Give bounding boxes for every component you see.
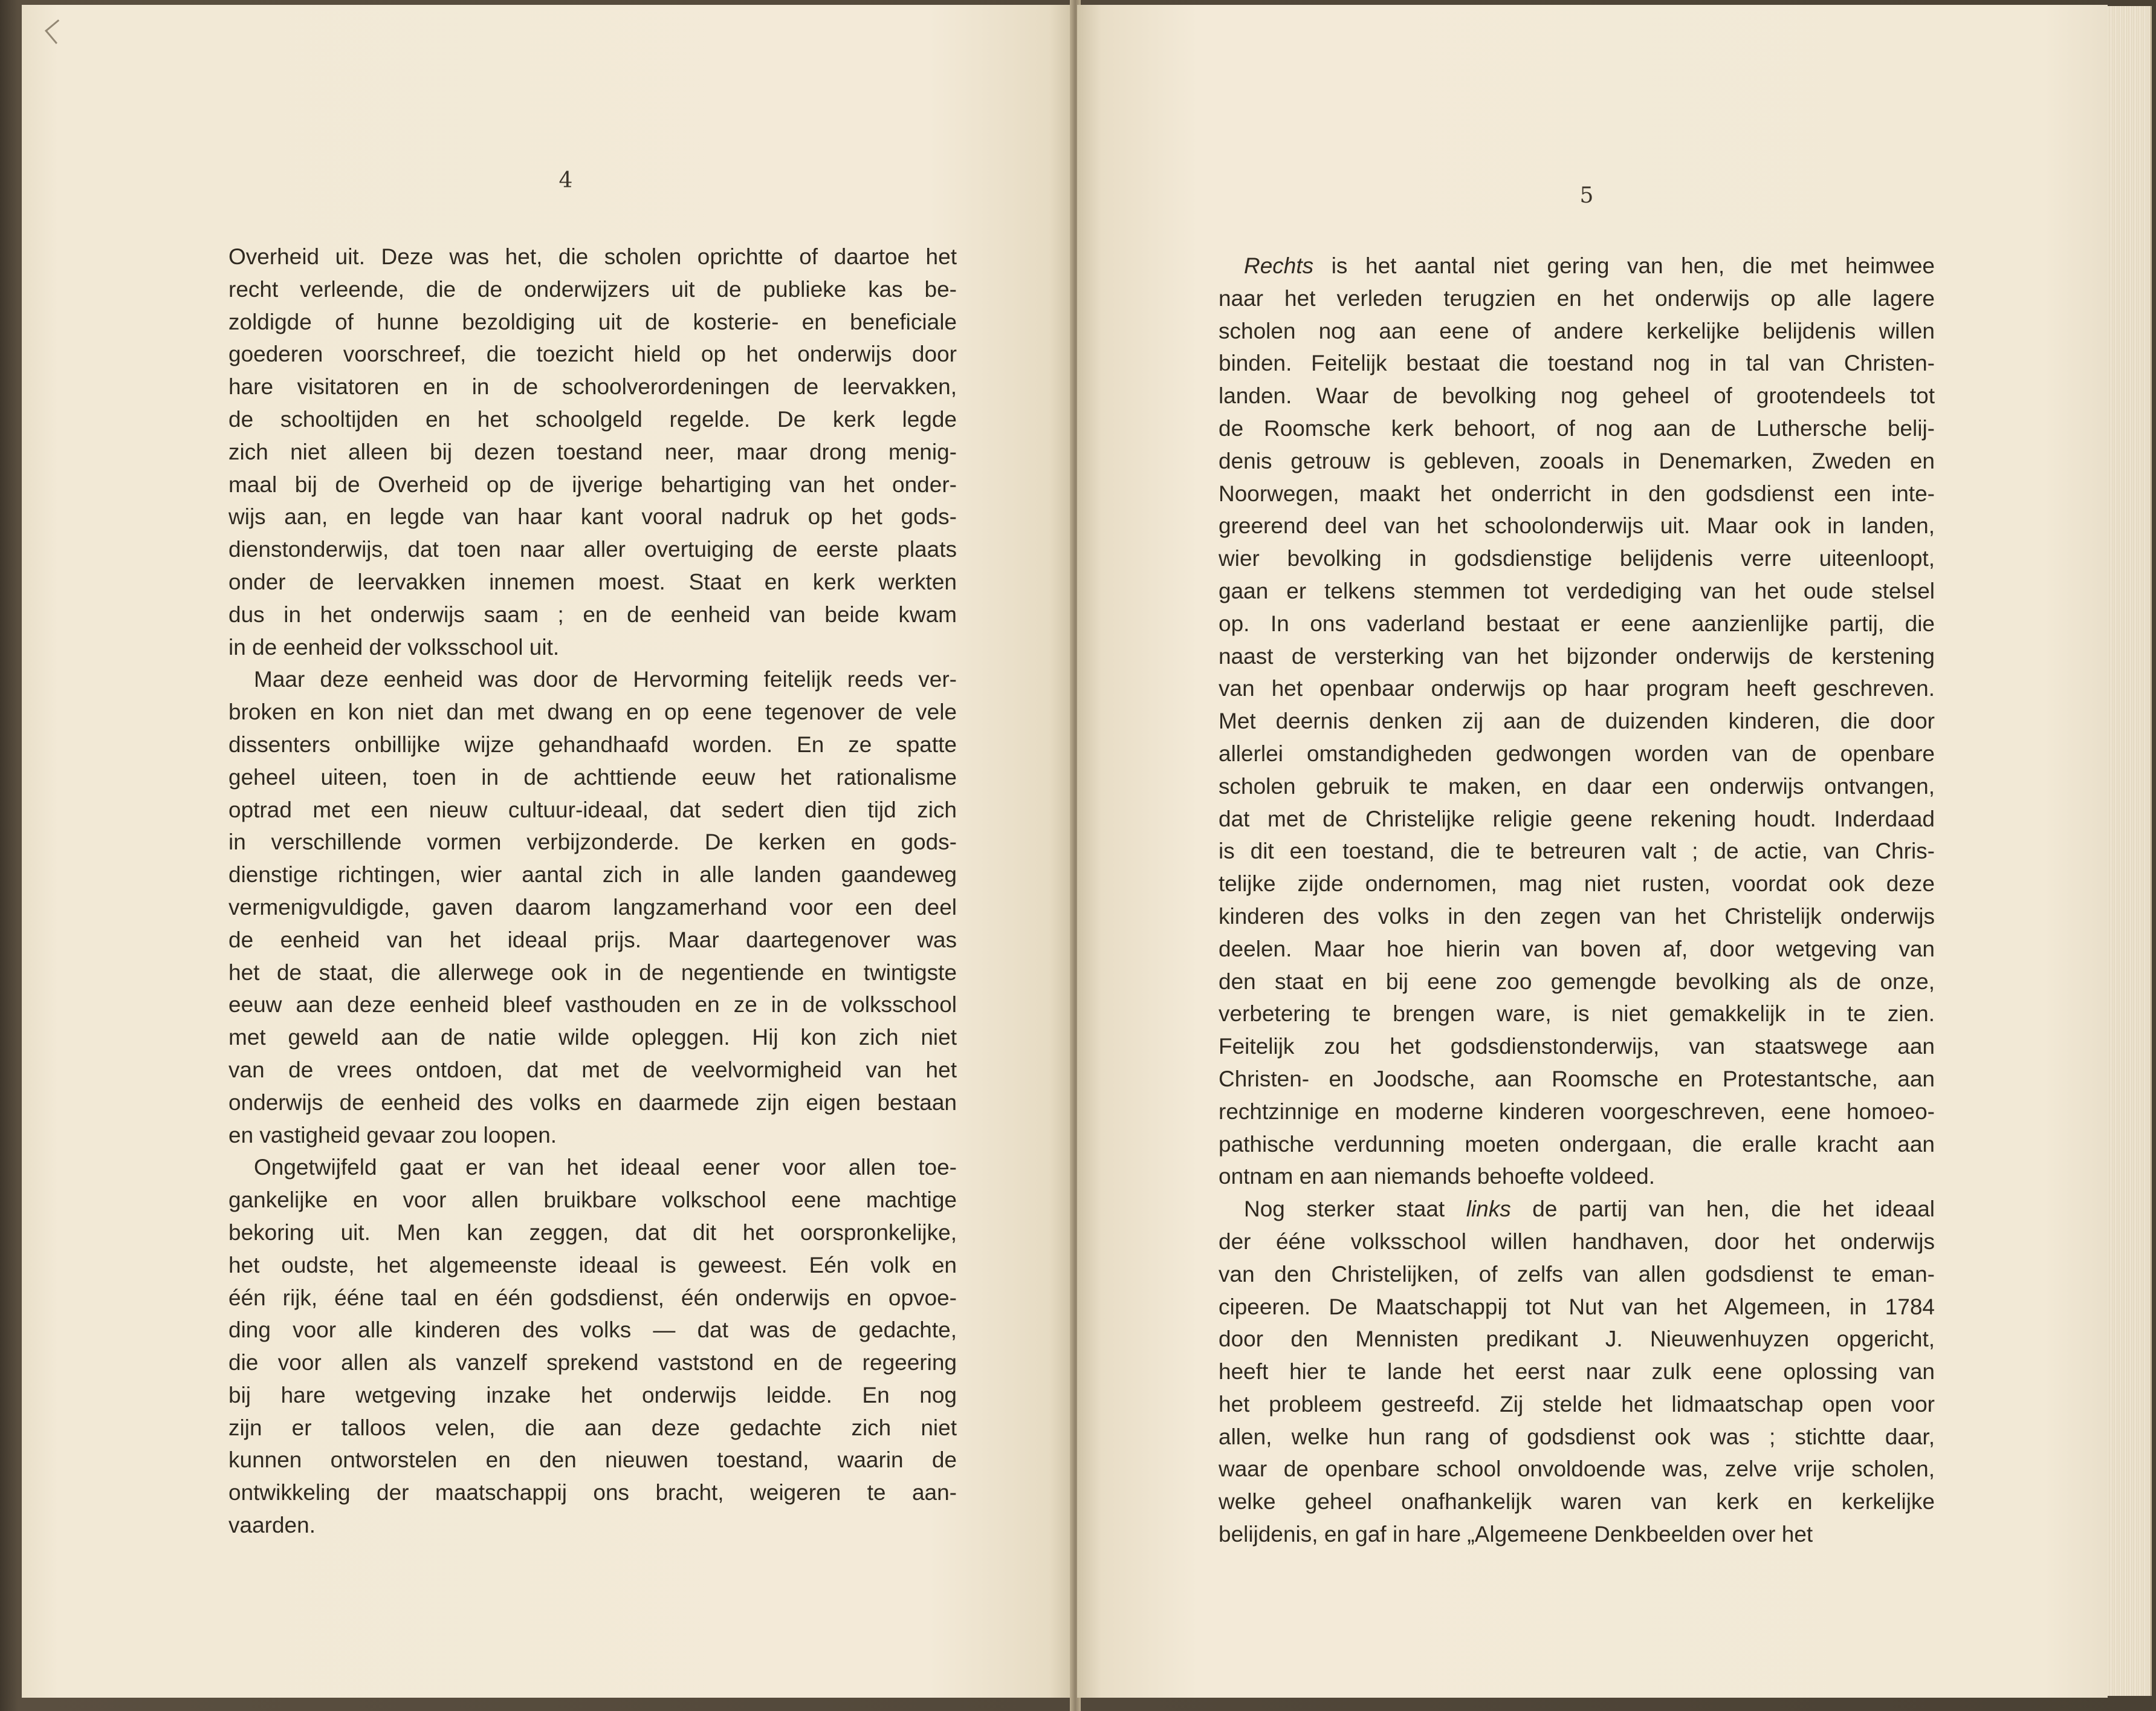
text-line: pathische verdunning moeten ondergaan, die eralle kracht aan	[1219, 1131, 1935, 1157]
left-page-number: 4	[558, 168, 573, 193]
text-line: verbetering te brengen ware, is niet gemakkelijk in te zien.	[1219, 1001, 1935, 1027]
text-line: zijn er talloos velen, die aan deze gedachte zich niet	[228, 1415, 957, 1440]
text-line: scholen nog aan eene of andere kerkelijke belijdenis willen	[1219, 318, 1935, 343]
text-line: bekoring uit. Men kan zeggen, dat dit het oorspronkelijke,	[228, 1219, 957, 1245]
text-line: van de vrees ontdoen, dat met de veelvormigheid van het	[228, 1057, 957, 1082]
text-line: bij hare wetgeving inzake het onderwijs leidde. En nog	[228, 1382, 957, 1407]
text-line: het de staat, die allerwege ook in de negentiende en twintigste	[228, 959, 957, 985]
text-line: allerlei omstandigheden gedwongen worden van de openbare	[1219, 741, 1935, 766]
text-line: optrad met een nieuw cultuur-ideaal, dat sedert dien tijd zich	[228, 797, 957, 822]
text-line: de eenheid van het ideaal prijs. Maar daartegenover was	[228, 927, 957, 952]
text-line: is dit een toestand, die te betreuren valt ; de actie, van Chris-	[1219, 839, 1935, 864]
text-line: wier bevolking in godsdienstige belijdenis verre uiteenloopt,	[1219, 546, 1935, 571]
text-line: heeft hier te lande het eerst naar zulk eene oplossing van	[1219, 1359, 1935, 1385]
text-line: dissenters onbillijke wijze gehandhaafd worden. En ze spatte	[228, 732, 957, 757]
text-line: Nog sterker staat links de partij van hen, die het ideaal	[1244, 1196, 1935, 1222]
text-line: ontwikkeling der maatschappij ons bracht, weigeren te aan-	[228, 1480, 957, 1505]
text-line: onder de leervakken innemen moest. Staat en kerk werkten	[228, 569, 957, 594]
text-line: vermenigvuldigde, gaven daarom langzamerhand voor een deel	[228, 894, 957, 920]
text-line: van het openbaar onderwijs op haar program heeft geschreven.	[1219, 676, 1935, 701]
text-line: greerend deel van het schoolonderwijs uit. Maar ook in landen,	[1219, 513, 1935, 539]
text-line: allen, welke hun rang of godsdienst ook was ; stichtte daar,	[1219, 1424, 1935, 1449]
text-line: deelen. Maar hoe hierin van boven af, door wetgeving van	[1219, 936, 1935, 961]
text-line: binden. Feitelijk bestaat die toestand nog in tal van Christen-	[1219, 351, 1935, 376]
text-line: Met deernis denken zij aan de duizenden kinderen, die door	[1219, 709, 1935, 734]
text-line: Overheid uit. Deze was het, die scholen oprichtte of daartoe het	[228, 244, 957, 269]
text-line: ding voor alle kinderen des volks — dat was de gedachte,	[228, 1317, 957, 1343]
text-line: eeuw aan deze eenheid bleef vasthouden en ze in de volksschool	[228, 992, 957, 1018]
left-page-text	[228, 241, 957, 1542]
text-line: in de eenheid der volksschool uit.	[228, 634, 560, 660]
text-line: rechtzinnige en moderne kinderen voorgeschreven, eene homoeo-	[1219, 1099, 1935, 1124]
text-line: Feitelijk zou het godsdienstonderwijs, van staatswege aan	[1219, 1034, 1935, 1059]
corner-mark-icon	[45, 19, 70, 44]
text-line: zoldigde of hunne bezoldiging uit de kosterie- en beneficiale	[228, 309, 957, 334]
text-line: Ongetwijfeld gaat er van het ideaal eener voor allen toe-	[254, 1155, 957, 1180]
text-line: in verschillende vormen verbijzonderde. De kerken en gods-	[228, 830, 957, 855]
text-line: het probleem gestreefd. Zij stelde het lidmaatschap open voor	[1219, 1391, 1935, 1417]
text-line: naast de versterking van het bijzonder onderwijs de kerstening	[1219, 643, 1935, 669]
text-line: Rechts is het aantal niet gering van hen, die met heimwee	[1244, 253, 1935, 278]
text-line: cipeeren. De Maatschappij tot Nut van het Algemeen, in 1784	[1219, 1294, 1935, 1319]
text-line: de schooltijden en het schoolgeld regelde. De kerk legde	[228, 406, 957, 432]
text-line: op. In ons vaderland bestaat er eene aanzienlijke partij, die	[1219, 611, 1935, 636]
right-page-number: 5	[1579, 183, 1594, 208]
left-page	[22, 5, 1073, 1698]
text-line: gankelijke en voor allen bruikbare volkschool eene machtige	[228, 1187, 957, 1213]
right-page-text	[1219, 250, 1935, 1551]
text-line: één rijk, ééne taal en één godsdienst, één onderwijs en opvoe-	[228, 1285, 957, 1310]
text-line: denis getrouw is gebleven, zooals in Denemarken, Zweden en	[1219, 448, 1935, 473]
text-line: onderwijs de eenheid des volks en daarmede zijn eigen bestaan	[228, 1089, 957, 1115]
text-line: zich niet alleen bij dezen toestand neer, maar drong menig-	[228, 439, 957, 464]
text-line: hare visitatoren en in de schoolverordeningen de leervakken,	[228, 374, 957, 400]
text-line: broken en kon niet dan met dwang en op eene tegenover de vele	[228, 700, 957, 725]
text-line: Maar deze eenheid was door de Hervorming feitelijk reeds ver-	[254, 667, 957, 692]
text-line: der ééne volksschool willen handhaven, door het onderwijs	[1219, 1229, 1935, 1254]
text-line: geheel uiteen, toen in de achttiende eeuw het rationalisme	[228, 764, 957, 790]
text-line: belijdenis, en gaf in hare „Algemeene Denkbeelden over het	[1219, 1522, 1813, 1547]
text-line: met geweld aan de natie wilde opleggen. Hij kon zich niet	[228, 1025, 957, 1050]
text-line: naar het verleden terugzien en het onderwijs op alle lagere	[1219, 285, 1935, 311]
text-line: recht verleende, die de onderwijzers uit de publieke kas be-	[228, 276, 957, 302]
text-line: den staat en bij eene zoo gemengde bevolking als de onze,	[1219, 969, 1935, 994]
text-line: gaan er telkens stemmen tot verdediging van het oude stelsel	[1219, 578, 1935, 603]
text-line: het oudste, het algemeenste ideaal is geweest. Eén volk en	[228, 1252, 957, 1278]
text-line: maal bij de Overheid op de ijverige behartiging van het onder-	[228, 472, 957, 497]
text-line: scholen gebruik te maken, en daar een onderwijs ontvangen,	[1219, 773, 1935, 799]
text-line: van den Christelijken, of zelfs van allen godsdienst te eman-	[1219, 1261, 1935, 1287]
text-line: vaarden.	[228, 1513, 316, 1538]
text-line: Christen- en Joodsche, aan Roomsche en Protestantsche, aan	[1219, 1066, 1935, 1091]
text-line: dat met de Christelijke religie geene rekening houdt. Inderdaad	[1219, 806, 1935, 831]
text-line: telijke zijde ondernomen, mag niet rusten, voordat ook deze	[1219, 871, 1935, 897]
text-line: kinderen des volks in den zegen van het Christelijk onderwijs	[1219, 903, 1935, 929]
text-line: wijs aan, en legde van haar kant vooral nadruk op het gods-	[228, 504, 957, 530]
text-line: landen. Waar de bevolking nog geheel of grootendeels tot	[1219, 383, 1935, 409]
text-line: kunnen ontworstelen en den nieuwen toestand, waarin de	[228, 1447, 957, 1473]
text-line: dienstonderwijs, dat toen naar aller overtuiging de eerste plaats	[228, 537, 957, 562]
text-line: waar de openbare school onvoldoende was, zelve vrije scholen,	[1219, 1456, 1935, 1482]
text-line: Noorwegen, maakt het onderricht in den godsdienst een inte-	[1219, 481, 1935, 506]
text-line: ontnam en aan niemands behoefte voldeed.	[1219, 1164, 1656, 1189]
text-line: goederen voorschreef, die toezicht hield op het onderwijs door	[228, 342, 957, 367]
text-line: en vastigheid gevaar zou loopen.	[228, 1122, 557, 1148]
text-line: door den Mennisten predikant J. Nieuwenhuyzen opgericht,	[1219, 1326, 1935, 1352]
text-line: de Roomsche kerk behoort, of nog aan de Luthersche belij-	[1219, 415, 1935, 441]
text-line: welke geheel onafhankelijk waren van kerk en kerkelijke	[1219, 1489, 1935, 1515]
text-line: dus in het onderwijs saam ; en de eenheid van beide kwam	[228, 602, 957, 627]
page-edges	[2108, 6, 2152, 1696]
text-line: die voor allen als vanzelf sprekend vaststond en de regeering	[228, 1350, 957, 1375]
text-line: dienstige richtingen, wier aantal zich in alle landen gaandeweg	[228, 862, 957, 888]
right-page	[1077, 5, 2108, 1698]
